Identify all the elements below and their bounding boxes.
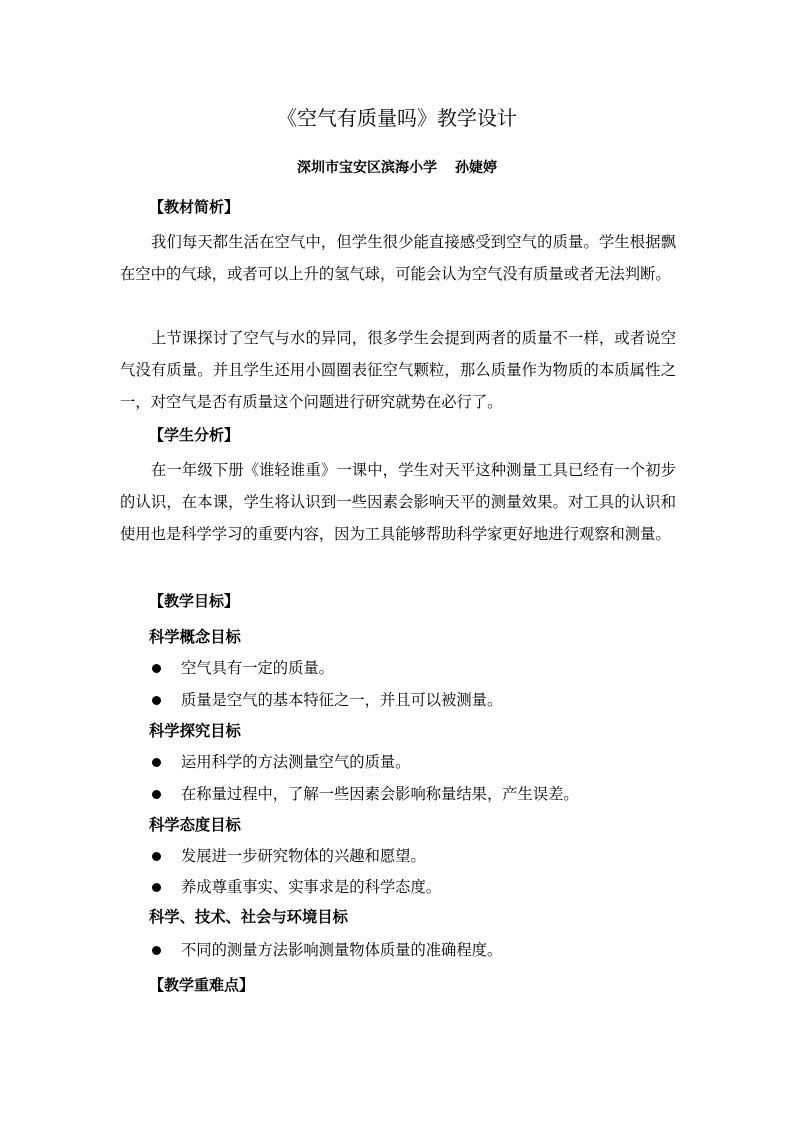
paragraph: 我们每天都生活在空气中，但学生很少能直接感受到空气的质量。学生根据飘在空中的气球，或者可以上升的氢气球，可能会认为空气没有质量或者无法判断。 — [120, 233, 676, 283]
section-heading-key-points: 【教学重难点】 — [149, 976, 255, 994]
list-item: 发展进一步研究物体的兴趣和愿望。 — [149, 844, 426, 868]
bullet-icon — [152, 946, 161, 955]
list-item: 不同的测量方法影响测量物体质量的准确程度。 — [149, 938, 502, 962]
section-heading-textbook-analysis: 【教材简析】 — [149, 198, 240, 216]
author-name: 孙婕婷 — [455, 160, 497, 176]
goal-group-title: 科学概念目标 — [149, 628, 241, 646]
goal-group-title: 科学、技术、社会与环境目标 — [149, 908, 348, 926]
list-item: 运用科学的方法测量空气的质量。 — [149, 750, 410, 774]
bullet-icon — [152, 852, 161, 861]
bullet-icon — [152, 664, 161, 673]
bullet-icon — [152, 758, 161, 767]
list-item: 空气具有一定的质量。 — [149, 656, 334, 680]
section-heading-teaching-goals: 【教学目标】 — [149, 592, 240, 610]
bullet-icon — [152, 790, 161, 799]
author-school: 深圳市宝安区滨海小学 — [297, 160, 437, 176]
section-heading-student-analysis: 【学生分析】 — [149, 426, 240, 444]
bullet-icon — [152, 696, 161, 705]
paragraph: 上节课探讨了空气与水的异同，很多学生会提到两者的质量不一样，或者说空气没有质量。并且学生还用小圆圈表征空气颗粒，那么质量作为物质的本质属性之一，对空气是否有质量这个问题进行研究就势在必行了。 — [120, 329, 676, 411]
list-item: 在称量过程中，了解一些因素会影响称量结果，产生误差。 — [149, 782, 579, 806]
document-title: 《空气有质量吗》教学设计 — [277, 106, 517, 130]
bullet-icon — [152, 883, 161, 892]
list-item: 质量是空气的基本特征之一，并且可以被测量。 — [149, 688, 502, 712]
paragraph: 在一年级下册《谁轻谁重》一课中，学生对天平这种测量工具已经有一个初步的认识，在本课，学生将认识到一些因素会影响天平的测量效果。对工具的认识和使用也是科学学习的重要内容，因为工具能够帮助科学家更好地进行观察和测量。 — [120, 461, 676, 543]
goal-group-title: 科学态度目标 — [149, 816, 241, 834]
goal-group-title: 科学探究目标 — [149, 722, 241, 740]
list-item: 养成尊重事实、实事求是的科学态度。 — [149, 875, 441, 899]
author-line — [0, 157, 794, 179]
